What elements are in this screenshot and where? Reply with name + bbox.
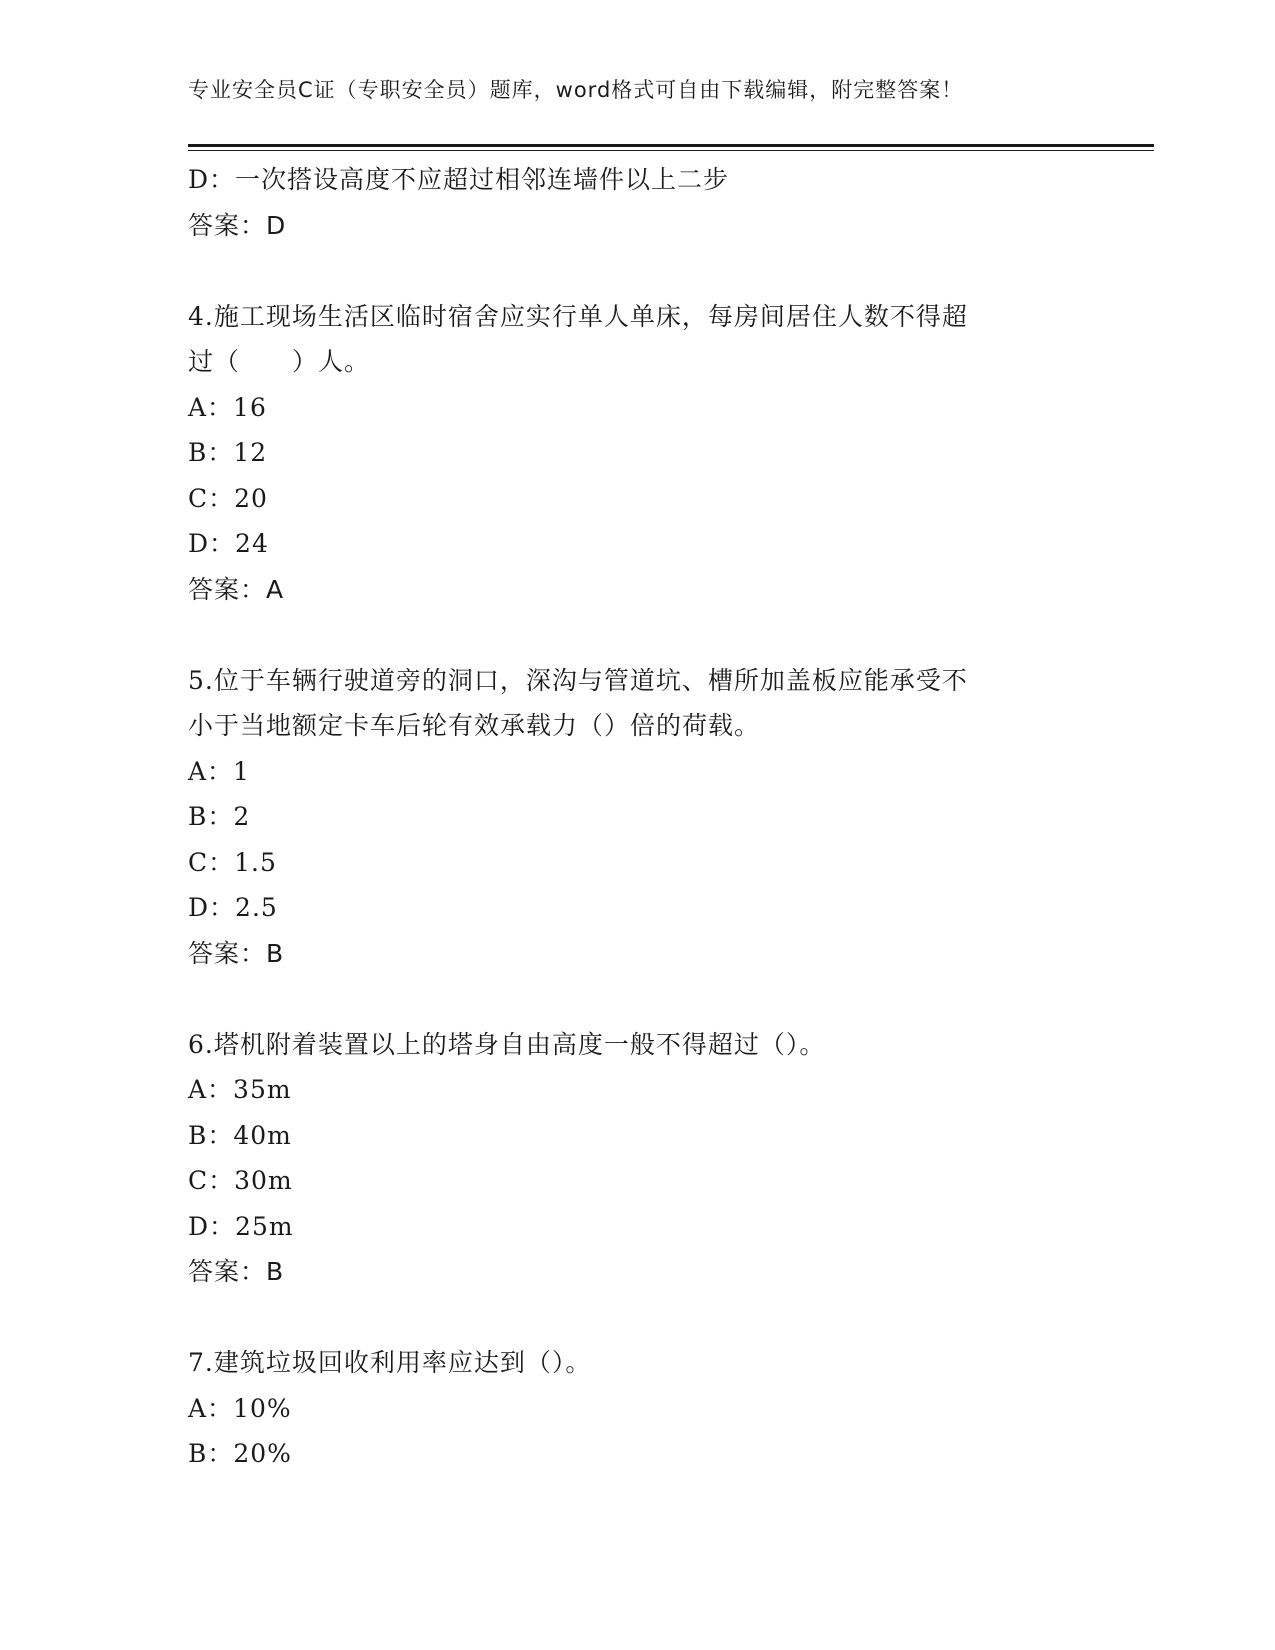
- question-7-stem: 7.建筑垃圾回收利用率应达到（）。: [188, 1348, 592, 1377]
- question-6-option-c: C：30m: [188, 1166, 293, 1195]
- spacer: [188, 976, 1088, 1022]
- spacer: [188, 612, 1088, 658]
- spacer: [188, 1295, 1088, 1341]
- question-4-option-b: B：12: [188, 438, 268, 467]
- option-d: D：一次搭设高度不应超过相邻连墙件以上二步: [188, 165, 730, 194]
- question-6-answer: 答案：B: [188, 1257, 285, 1286]
- header-rule-thick: [188, 144, 1154, 147]
- spacer: [188, 248, 1088, 294]
- question-6-option-b: B：40m: [188, 1120, 292, 1150]
- question-5-option-c: C：1.5: [188, 847, 277, 877]
- question-4-stem-line-2: 过（ ）人。: [188, 347, 371, 376]
- question-4-stem-line-1: 4.施工现场生活区临时宿舍应实行单人单床，每房间居住人数不得超: [188, 301, 968, 331]
- question-4-option-c: C：20: [188, 483, 268, 513]
- header-rule-thin: [188, 150, 1154, 151]
- question-7-option-b: B：20%: [188, 1439, 292, 1468]
- page-header: 专业安全员C证（专职安全员）题库，word格式可自由下载编辑，附完整答案！: [188, 78, 964, 102]
- question-4-answer: 答案：A: [188, 574, 285, 604]
- question-5-option-a: A：1: [188, 756, 250, 786]
- question-5-option-d: D：2.5: [188, 893, 278, 922]
- question-6-option-a: A：35m: [188, 1075, 292, 1104]
- question-4-option-a: A：16: [188, 392, 267, 422]
- question-5-stem-line-1: 5.位于车辆行驶道旁的洞口，深沟与管道坑、槽所加盖板应能承受不: [188, 665, 968, 695]
- question-6-stem: 6.塔机附着装置以上的塔身自由高度一般不得超过（）。: [188, 1029, 826, 1059]
- answer: 答案：D: [188, 210, 287, 240]
- question-7-option-a: A：10%: [188, 1393, 292, 1423]
- question-4-option-d: D：24: [188, 529, 269, 558]
- question-5-option-b: B：2: [188, 802, 251, 831]
- question-6-option-d: D：25m: [188, 1211, 294, 1241]
- question-5-stem-line-2: 小于当地额定卡车后轮有效承载力（）倍的荷载。: [188, 711, 761, 740]
- question-5-answer: 答案：B: [188, 938, 285, 968]
- question-content: [188, 157, 1088, 1477]
